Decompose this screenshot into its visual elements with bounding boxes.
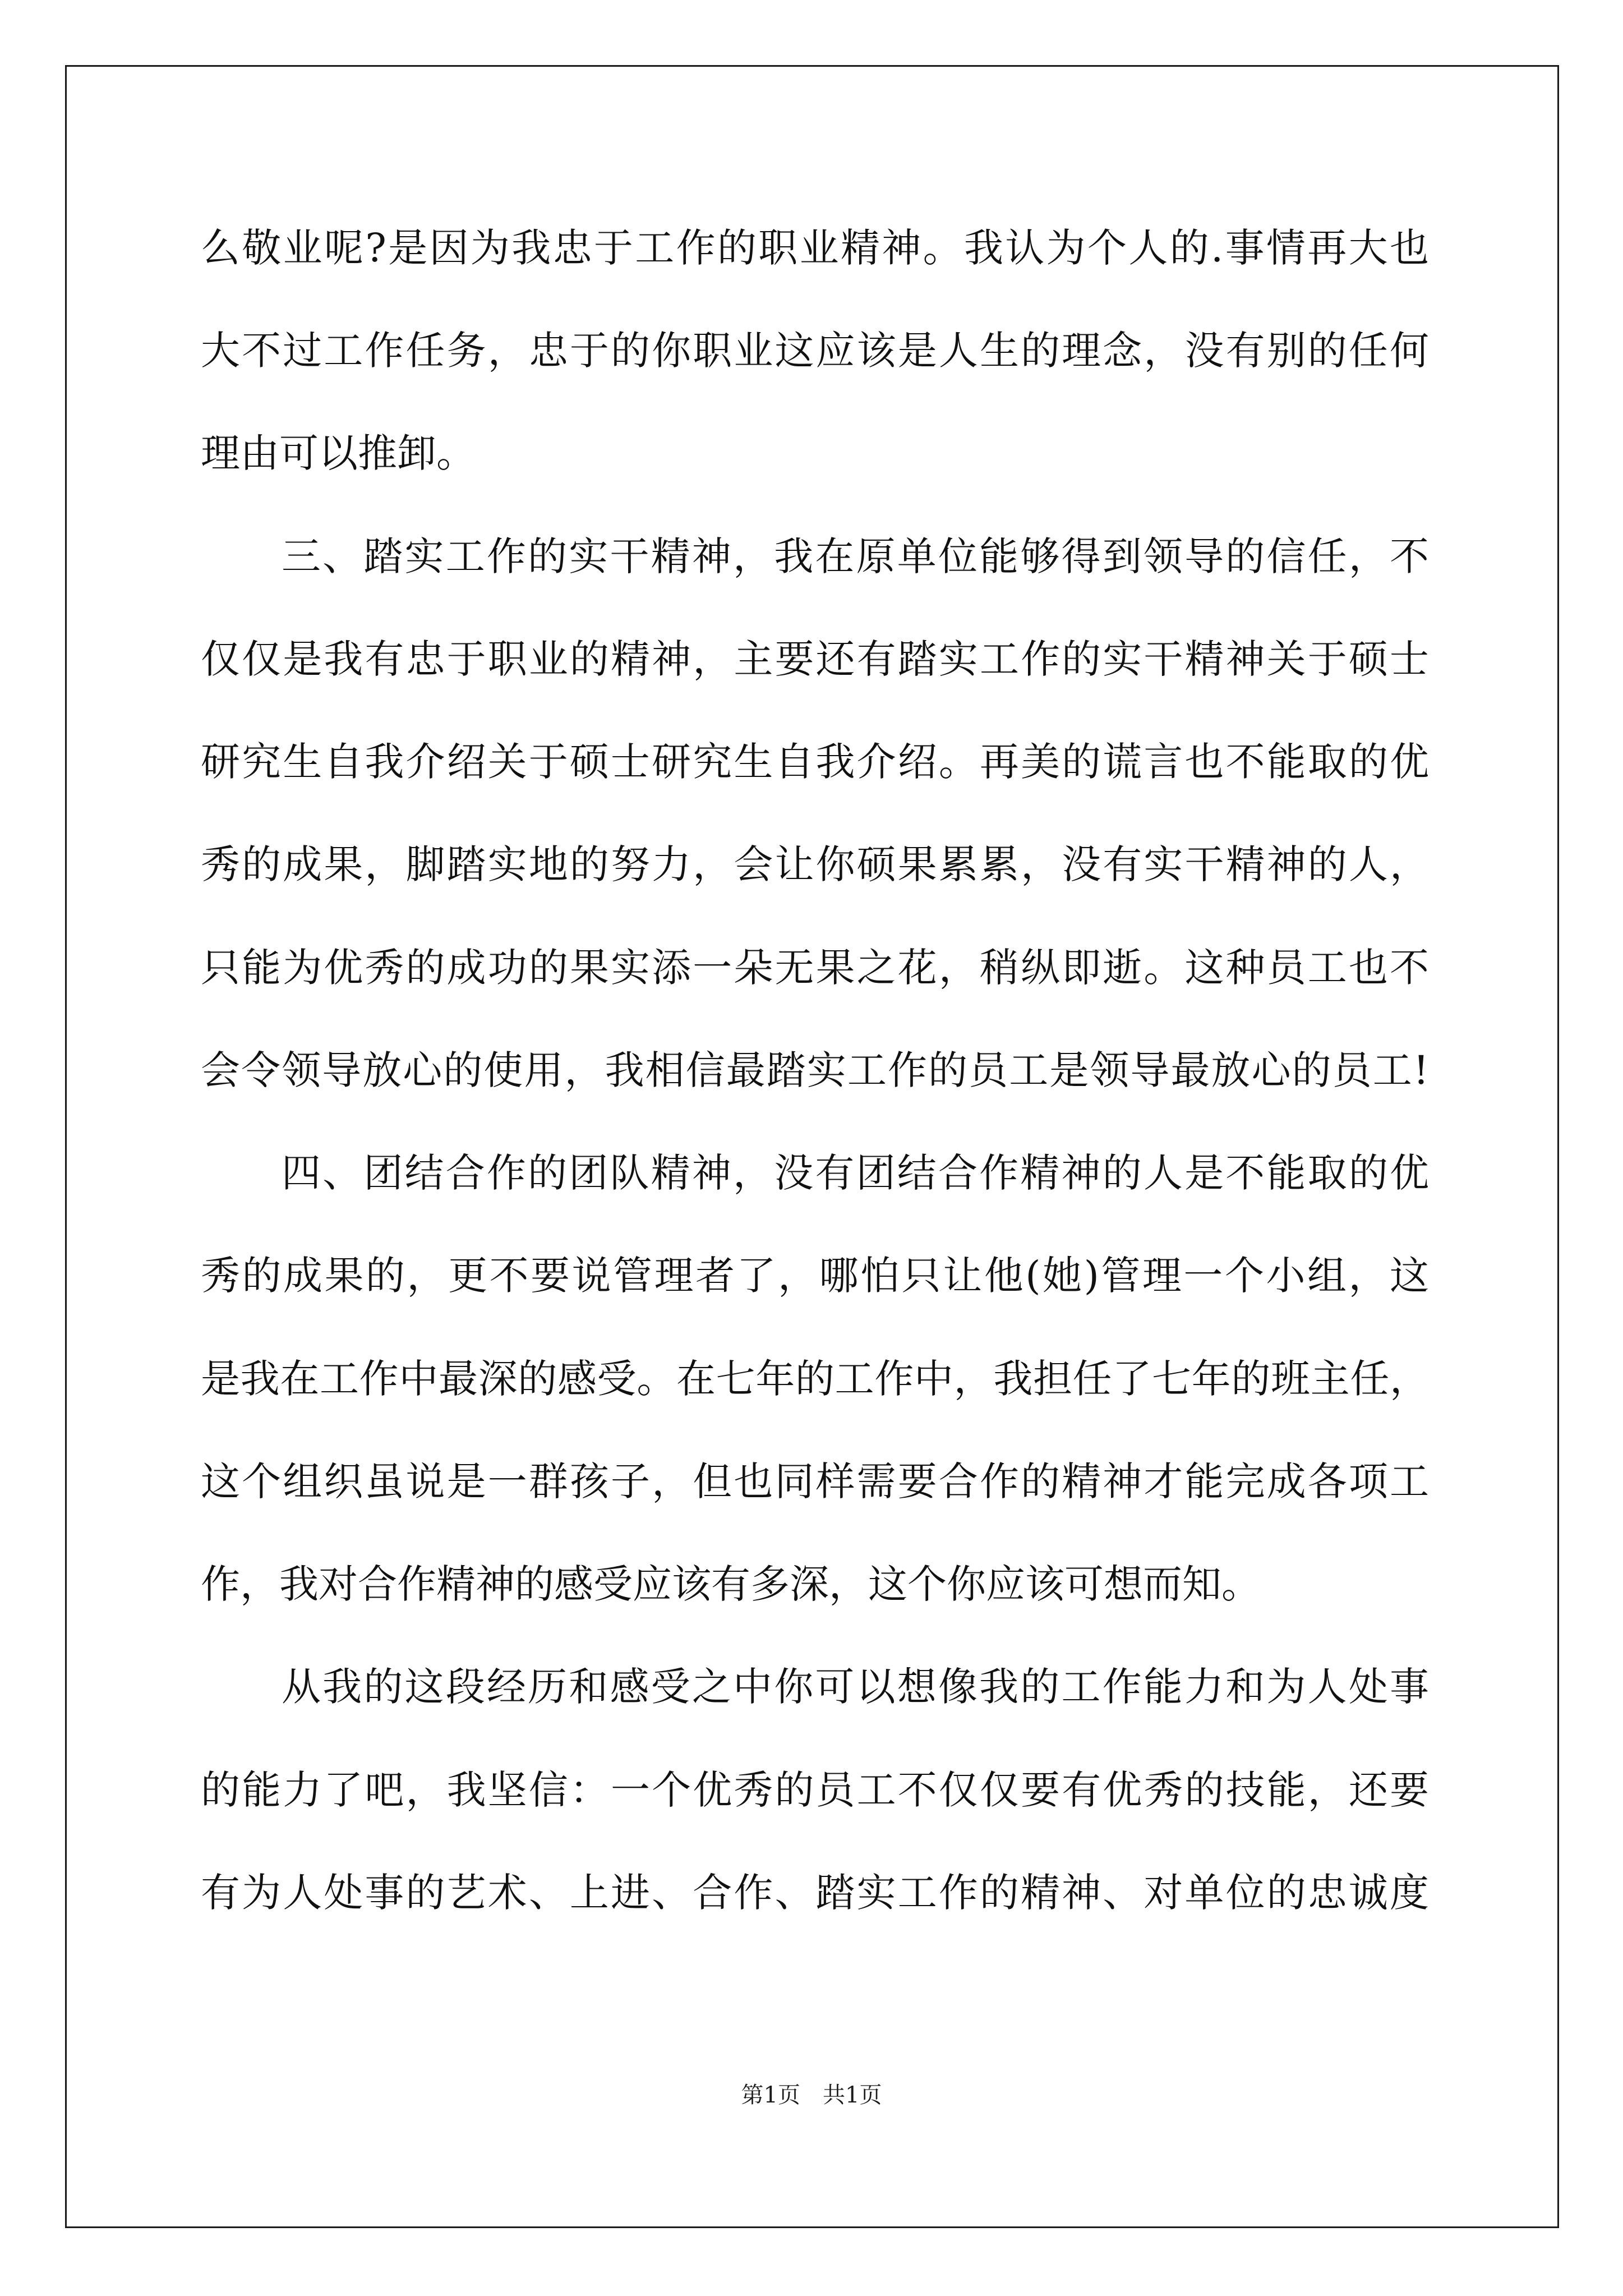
text-line: 的能力了吧，我坚信：一个优秀的员工不仅仅要有优秀的技能，还要 <box>201 1767 1429 1813</box>
text-line: 三、踏实工作的实干精神，我在原单位能够得到领导的信任，不 <box>282 533 1429 579</box>
text-line: 四、团结合作的团队精神，没有团结合作精神的人是不能取的优 <box>282 1150 1429 1196</box>
text-line: 秀的成果，脚踏实地的努力，会让你硕果累累，没有实干精神的人， <box>201 841 1429 887</box>
text-line: 这个组织虽说是一群孩子，但也同样需要合作的精神才能完成各项工 <box>201 1458 1429 1504</box>
page-number: 第1页 共1页 <box>741 2082 882 2108</box>
text-line: 是我在工作中最深的感受。在七年的工作中，我担任了七年的班主任， <box>201 1356 1429 1402</box>
text-line: 研究生自我介绍关于硕士研究生自我介绍。再美的谎言也不能取的优 <box>201 739 1429 785</box>
text-line: 秀的成果的，更不要说管理者了，哪怕只让他(她)管理一个小组，这 <box>201 1253 1429 1299</box>
text-line: 只能为优秀的成功的果实添一朵无果之花，稍纵即逝。这种员工也不 <box>201 945 1429 991</box>
text-line: 有为人处事的艺术、上进、合作、踏实工作的精神、对单位的忠诚度 <box>201 1870 1429 1916</box>
text-line: 仅仅是我有忠于职业的精神，主要还有踏实工作的实干精神关于硕士 <box>201 636 1429 682</box>
text-line: 从我的这段经历和感受之中你可以想像我的工作能力和为人处事 <box>282 1664 1429 1710</box>
text-line: 作，我对合作精神的感受应该有多深，这个你应该可想而知。 <box>201 1561 1261 1607</box>
text-line: 大不过工作任务，忠于的你职业这应该是人生的理念，没有别的任何 <box>201 328 1429 374</box>
text-line: 理由可以推卸。 <box>201 430 476 476</box>
text-line: 么敬业呢?是因为我忠于工作的职业精神。我认为个人的.事情再大也 <box>201 225 1429 271</box>
text-line: 会令领导放心的使用，我相信最踏实工作的员工是领导最放心的员工! <box>201 1047 1429 1093</box>
